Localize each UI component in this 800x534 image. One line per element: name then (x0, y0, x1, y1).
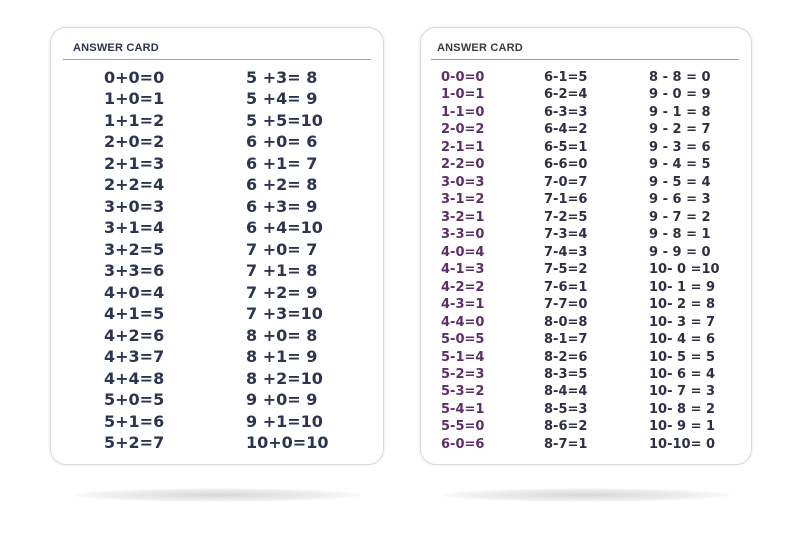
equation: 10- 2 = 8 (649, 297, 716, 313)
equation: 6-6=0 (544, 157, 588, 173)
equation: 9 - 1 = 8 (649, 104, 711, 120)
equation: 7 +2= 9 (246, 282, 318, 302)
equation: 8 +2=10 (246, 368, 323, 388)
equation: 5-5=0 (441, 419, 485, 435)
equation: 1+1=2 (104, 110, 165, 130)
equation: 9 - 6 = 3 (649, 192, 711, 208)
equation: 4+2=6 (104, 325, 165, 345)
equation: 7-5=2 (544, 262, 588, 278)
equation: 5-3=2 (441, 384, 485, 400)
equation: 0+0=0 (104, 68, 165, 87)
equation: 8-5=3 (544, 401, 588, 417)
equation: 9 +1=10 (246, 411, 323, 431)
equation-column (544, 69, 587, 453)
equation-column (441, 69, 484, 453)
equation: 8-6=2 (544, 419, 588, 435)
equation: 4+3=7 (104, 347, 165, 367)
equation: 6-3=3 (544, 104, 588, 120)
equation: 3+3=6 (104, 261, 165, 281)
equation: 0-0=0 (441, 70, 485, 85)
equation: 7-3=4 (544, 227, 588, 243)
equation: 10- 6 = 4 (649, 366, 716, 382)
equation: 6-1=5 (544, 70, 588, 85)
equation: 3-3=0 (441, 227, 485, 243)
equation: 2-1=1 (441, 139, 485, 155)
equation: 10+0=10 (246, 432, 329, 452)
equation: 3-2=1 (441, 209, 485, 225)
card-title: ANSWER CARD (437, 42, 523, 54)
card-title: ANSWER CARD (73, 42, 159, 54)
equation: 9 - 0 = 9 (649, 87, 711, 103)
equation: 8 +0= 8 (246, 325, 318, 345)
equation: 2+1=3 (104, 153, 165, 173)
equation: 4-0=4 (441, 244, 485, 260)
equation: 5-2=3 (441, 366, 485, 382)
equation: 5+1=6 (104, 411, 165, 431)
equation: 3+2=5 (104, 239, 165, 259)
equation: 5+0=5 (104, 390, 165, 410)
equation: 5+2=7 (104, 432, 165, 452)
equation: 7-4=3 (544, 244, 588, 260)
equation: 4+0=4 (104, 282, 165, 302)
title-divider (63, 59, 371, 60)
equation: 10- 9 = 1 (649, 419, 716, 435)
equation: 9 +0= 9 (246, 390, 318, 410)
equation: 4-3=1 (441, 297, 485, 313)
equation: 6 +1= 7 (246, 153, 318, 173)
equation: 1-0=1 (441, 87, 485, 103)
equation: 10- 7 = 3 (649, 384, 716, 400)
equation: 7-0=7 (544, 174, 588, 190)
equation: 5-1=4 (441, 349, 485, 365)
equation: 6-4=2 (544, 122, 588, 138)
equation: 6 +3= 9 (246, 196, 318, 216)
equation: 7-7=0 (544, 297, 588, 313)
equation: 10- 1 = 9 (649, 279, 716, 295)
equation: 3+0=3 (104, 196, 165, 216)
equation: 1-1=0 (441, 104, 485, 120)
equation: 7 +0= 7 (246, 239, 318, 259)
equation: 4-4=0 (441, 314, 485, 330)
equation: 10- 8 = 2 (649, 401, 716, 417)
equation: 8 +1= 9 (246, 347, 318, 367)
equation: 10- 5 = 5 (649, 349, 716, 365)
addition-answer-card (50, 27, 384, 465)
equation: 4+4=8 (104, 368, 165, 388)
equation: 7 +1= 8 (246, 261, 318, 281)
equation: 8-4=4 (544, 384, 588, 400)
card-shadow (72, 488, 362, 502)
equation: 2-0=2 (441, 122, 485, 138)
equation: 7-6=1 (544, 279, 588, 295)
equation: 8-1=7 (544, 332, 588, 348)
equation: 4+1=5 (104, 304, 165, 324)
equation: 7-2=5 (544, 209, 588, 225)
equation: 6-5=1 (544, 139, 588, 155)
equation-column (649, 69, 720, 453)
equation: 2+0=2 (104, 132, 165, 152)
equation: 6 +4=10 (246, 218, 323, 238)
equation: 10-10= 0 (649, 436, 716, 452)
equation: 10- 3 = 7 (649, 314, 716, 330)
equation: 2+2=4 (104, 175, 165, 195)
card-shadow (440, 488, 730, 502)
equation: 10- 0 =10 (649, 262, 720, 278)
equation: 5 +3= 8 (246, 68, 318, 87)
equation: 3-0=3 (441, 174, 485, 190)
equation: 9 - 5 = 4 (649, 174, 711, 190)
equation: 9 - 8 = 1 (649, 227, 711, 243)
equation: 9 - 2 = 7 (649, 122, 711, 138)
equation: 9 - 7 = 2 (649, 209, 711, 225)
equation: 7-1=6 (544, 192, 588, 208)
equation: 6 +2= 8 (246, 175, 318, 195)
equation-column (104, 67, 164, 453)
equation: 5-4=1 (441, 401, 485, 417)
equation: 2-2=0 (441, 157, 485, 173)
equation: 8-3=5 (544, 366, 588, 382)
equation: 8-0=8 (544, 314, 588, 330)
equation: 3-1=2 (441, 192, 485, 208)
equation: 9 - 3 = 6 (649, 139, 711, 155)
equation: 10- 4 = 6 (649, 332, 716, 348)
equation: 5 +5=10 (246, 110, 323, 130)
equation: 4-1=3 (441, 262, 485, 278)
equation: 5 +4= 9 (246, 89, 318, 109)
equation: 9 - 9 = 0 (649, 244, 711, 260)
equation: 3+1=4 (104, 218, 165, 238)
equation: 6-2=4 (544, 87, 588, 103)
equation: 1+0=1 (104, 89, 165, 109)
equation: 4-2=2 (441, 279, 485, 295)
equation: 7 +3=10 (246, 304, 323, 324)
equation: 6 +0= 6 (246, 132, 318, 152)
equation: 8-2=6 (544, 349, 588, 365)
subtraction-answer-card (420, 27, 752, 465)
equation: 8-7=1 (544, 436, 588, 452)
title-divider (431, 59, 739, 60)
equation: 5-0=5 (441, 332, 485, 348)
equation: 9 - 4 = 5 (649, 157, 711, 173)
equation: 6-0=6 (441, 436, 485, 452)
equation: 8 - 8 = 0 (649, 70, 711, 85)
equation-column (246, 67, 328, 453)
